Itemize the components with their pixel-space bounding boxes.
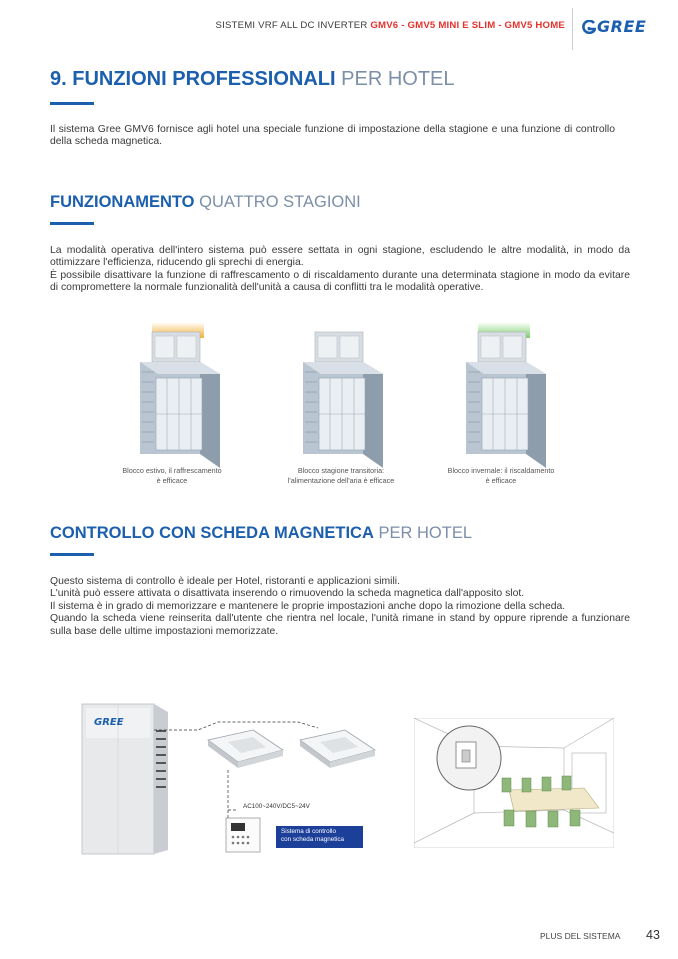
- intro-paragraph: Il sistema Gree GMV6 fornisce agli hotel una speciale funzione di impostazione della stagione e una funzione di controllo della scheda magnetica.: [50, 124, 615, 148]
- header-divider: [572, 8, 573, 50]
- caption-winter-line2: è efficace: [485, 476, 517, 485]
- building-transition-illustration: [293, 322, 413, 472]
- header-highlight: GMV6 - GMV5 MINI E SLIM - GMV5 HOME: [370, 20, 565, 31]
- outdoor-unit-brand: GREE: [94, 717, 124, 728]
- title-underline: [50, 102, 94, 105]
- magnetic-card-heading: [50, 524, 472, 543]
- brand-logo: [582, 16, 650, 38]
- four-seasons-heading-bold: FUNZIONAMENTO: [50, 193, 195, 211]
- magnetic-card-text: [50, 576, 630, 638]
- building-summer-illustration: [130, 322, 250, 472]
- hotel-room-illustration: [414, 718, 614, 848]
- header-series-title: [150, 20, 565, 31]
- magnetic-card-heading-bold: CONTROLLO CON SCHEDA MAGNETICA: [50, 524, 374, 542]
- four-seasons-p2: È possibile disattivare la funzione di raffrescamento o di riscaldamento durante una determinata stagione in modo da evitare di compromettere la normale funzionalità dell'unità a causa di conflitti tra le modalità operative.: [50, 269, 630, 294]
- voltage-label: AC100~240V/DC5~24V: [243, 803, 310, 810]
- caption-winter-line1: Blocco invernale: il riscaldamento: [447, 466, 555, 475]
- magnetic-card-heading-light: PER HOTEL: [373, 524, 472, 542]
- caption-summer: [100, 466, 244, 486]
- magnetic-card-p4: Quando la scheda viene reinserita dall'utente che rientra nel locale, l'unità rimane in stand by oppure riprende a funzionare sulla base delle ultime impostazioni memorizzate.: [50, 613, 630, 637]
- magnetic-card-p1: Questo sistema di controllo è ideale per Hotel, ristoranti e applicazioni simili.: [50, 576, 400, 587]
- footer-section-label: PLUS DEL SISTEMA: [540, 931, 621, 941]
- cassette-unit-2: [300, 730, 375, 768]
- page-title: [50, 68, 455, 91]
- caption-transition: [268, 466, 414, 486]
- card-controller-illustration: [226, 818, 260, 852]
- four-seasons-text: [50, 245, 630, 295]
- gree-logo-icon: [582, 20, 596, 34]
- four-seasons-heading: [50, 193, 361, 212]
- four-seasons-p1: La modalità operativa dell'intero sistema può essere settata in ogni stagione, escludendo le altre modalità, in modo da ottimizzare l'efficienza, riducendo gli sprechi di energia.: [50, 245, 630, 269]
- page-title-bold: 9. FUNZIONI PROFESSIONALI: [50, 68, 336, 90]
- four-seasons-underline: [50, 222, 94, 225]
- magnetic-card-p2: L'unità può essere attivata o disattivata inserendo o rimuovendo la scheda magnetica dall'apposito slot.: [50, 588, 525, 600]
- callout-line2: con scheda magnetica: [281, 836, 345, 843]
- brand-wordmark: GREE: [597, 17, 647, 36]
- header-prefix: SISTEMI VRF ALL DC INVERTER: [215, 20, 371, 31]
- cassette-unit-1: [208, 730, 283, 768]
- magnetic-card-underline: [50, 553, 94, 556]
- caption-summer-line1: Blocco estivo, il raffrescamento: [122, 466, 222, 475]
- four-seasons-heading-light: QUATTRO STAGIONI: [194, 193, 361, 211]
- caption-summer-line2: è efficace: [156, 476, 188, 485]
- page-number: 43: [646, 928, 660, 942]
- caption-winter: [428, 466, 574, 486]
- building-winter-illustration: [456, 322, 576, 472]
- magnetic-card-p3: Il sistema è in grado di memorizzare e mantenere le proprie impostazioni anche dopo la rimozione della scheda.: [50, 600, 566, 612]
- caption-transition-line2: l'alimentazione dell'aria è efficace: [287, 476, 395, 485]
- caption-transition-line1: Blocco stagione transitoria:: [297, 466, 385, 475]
- callout-line1: Sistema di controllo: [281, 828, 336, 835]
- card-system-callout: [276, 826, 363, 848]
- page-title-light: PER HOTEL: [335, 68, 455, 90]
